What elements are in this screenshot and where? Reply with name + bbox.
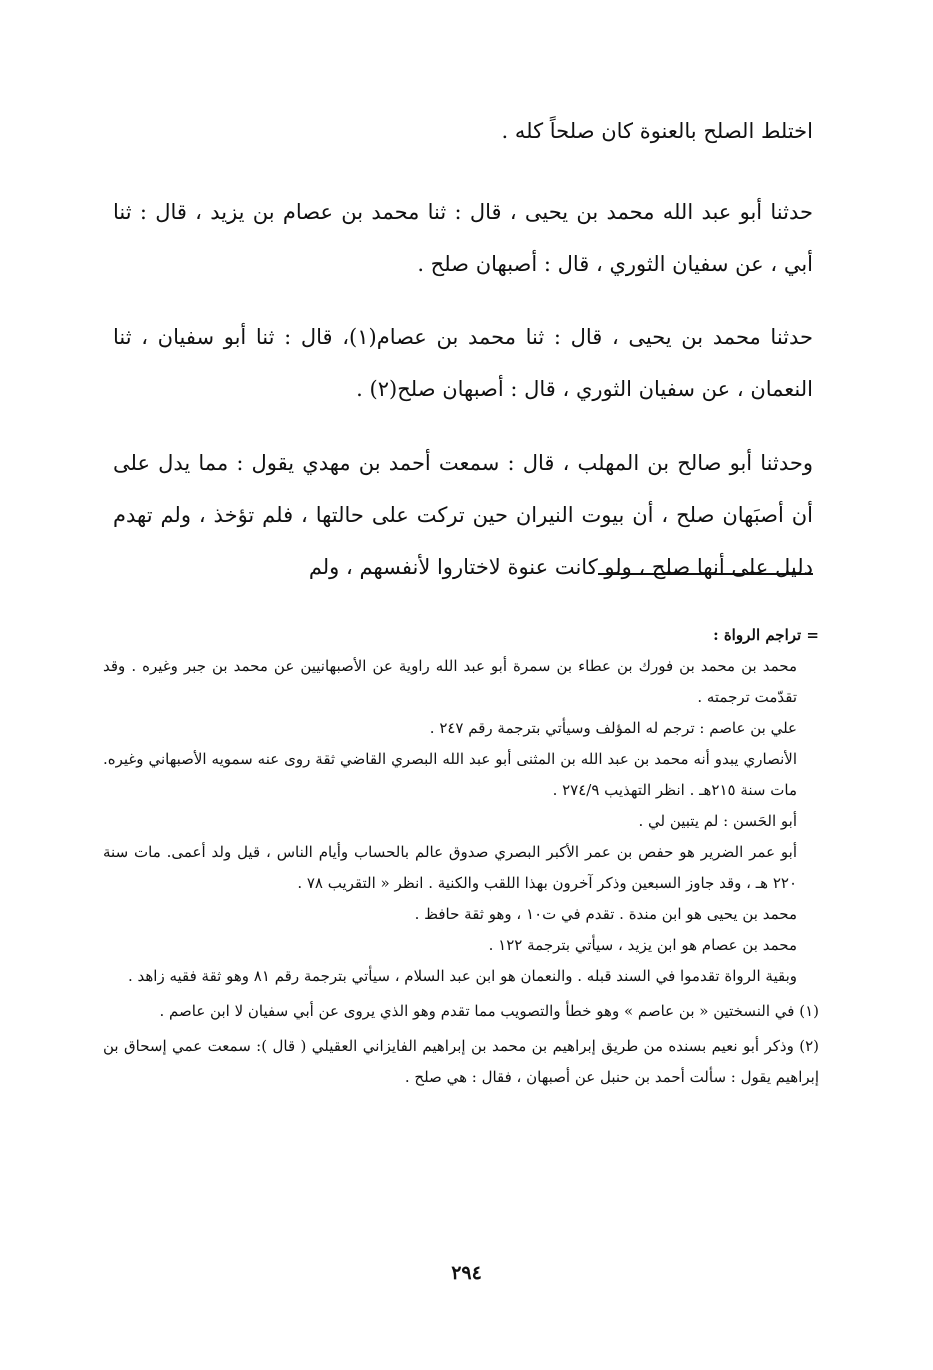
footnote-separator [598,573,813,575]
narrator-note-2: علي بن عاصم : ترجم له المؤلف وسيأتي بترجمة رقم ٢٤٧ . [429,719,797,737]
narrator-note-7: محمد بن عصام هو ابن يزيد ، سيأتي بترجمة ١٢٢ . [488,936,797,954]
main-paragraph-4: وحدثنا أبو صالح بن المهلب ، قال : سمعت أحمد بن مهدي يقول : مما يدل على أن أصبَهان صلح ، أن بيوت النيران حين تركت على حالتها ، فلم تؤخذ ، ولم تهدم دليل على أنها صلح ، ولو كانت عنوة لاختاروا لأنفسهم ، ولم [113,451,813,579]
narrator-note-8: وبقية الرواة تقدموا في السند قبله . والنعمان هو ابن عبد السلام ، سيأتي بترجمة رقم ٨١ وهو ثقة فقيه زاهد . [127,967,797,985]
main-paragraph-2: حدثنا أبو عبد الله محمد بن يحيى ، قال : ثنا محمد بن عصام بن يزيد ، قال : ثنا أبي ، عن سفيان الثوري ، قال : أصبهان صلح . [113,200,813,276]
main-paragraph-1: اختلط الصلح بالعنوة كان صلحاً كله . [501,119,813,143]
narrator-note-5: أبو عمر الضرير هو حفص بن عمر الأكبر البصري صدوق عالم بالحساب وأيام الناس ، قيل ولد أعمى. مات سنة ٢٢٠ هـ ، وقد جاوز السبعين وذكر آخرون بهذا اللقب والكنية . انظر « التقريب ٧٨ . [103,843,797,892]
narrator-note-3: الأنصاري يبدو أنه محمد بن عبد الله بن المثنى أبو عبد الله البصري القاضي ثقة روى عنه سمويه الأصبهاني وغيره. مات سنة ٢١٥هـ . انظر التهذيب ٢٧٤/٩ . [103,750,797,799]
narrators-heading: = تراجم الرواة : [713,626,819,644]
main-paragraph-3: حدثنا محمد بن يحيى ، قال : ثنا محمد بن عصام(١)، قال : ثنا أبو سفيان ، ثنا النعمان ، عن سفيان الثوري ، قال : أصبهان صلح(٢) . [113,325,813,401]
footnotes-section [103,620,819,1093]
narrator-note-4: أبو الحَسن : لم يتبين لي . [638,812,797,830]
footnote-1: (١) في النسختين « بن عاصم » وهو خطأ والتصويب مما تقدم وهو الذي يروى عن أبي سفيان لا ابن عاصم . [159,1002,819,1020]
footnote-2: (٢) وذكر أبو نعيم بسنده من طريق إبراهيم بن محمد بن إبراهيم الفايزاني العقيلي ( قال ): سمعت عمي إسحاق بن إبراهيم يقول : سألت أحمد بن حنبل عن أصبهان ، فقال : هي صلح . [103,1037,819,1086]
narrator-note-6: محمد بن يحيى هو ابن مندة . تقدم في ت١٠ ، وهو ثقة حافظ . [414,905,797,923]
narrator-note-1: محمد بن محمد بن فورك بن عطاء بن سمرة أبو عبد الله راوية عن الأصبهانيين عن محمد بن جبر وغيره . وقد تقدّمت ترجمته . [103,657,797,706]
page-number: ٢٩٤ [451,1262,482,1284]
